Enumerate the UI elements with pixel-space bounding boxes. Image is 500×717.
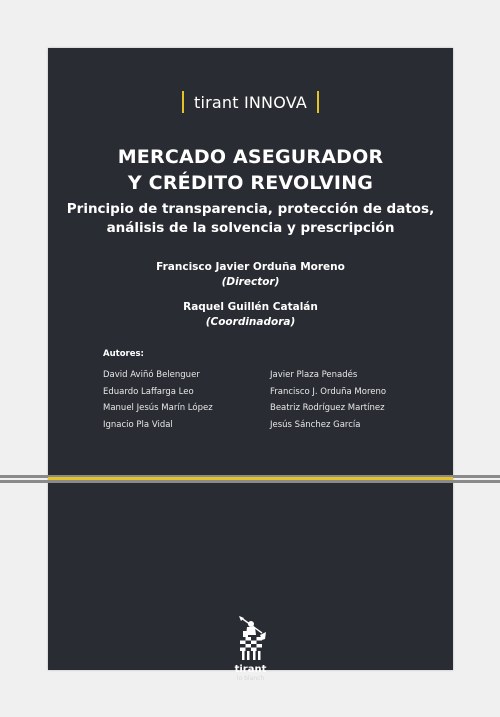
knight-on-horse-icon [234, 615, 268, 663]
book-subtitle-line-2: análisis de la solvencia y prescripción [106, 220, 395, 236]
author-name: Francisco J. Orduña Moreno [270, 386, 387, 397]
collection-bar-right [317, 91, 319, 113]
publisher-name: tirant [234, 664, 267, 675]
coordinator-block [48, 300, 453, 330]
book-title-line-2: Y CRÉDITO REVOLVING [127, 172, 374, 194]
authors-list-right [270, 367, 386, 433]
collection-bar-left [182, 91, 184, 113]
publisher-logo [48, 615, 453, 682]
author-name: Jesús Sánchez García [270, 419, 361, 430]
book-title [48, 144, 453, 196]
director-name: Francisco Javier Orduña Moreno [156, 261, 345, 273]
authors-list-left [103, 367, 213, 433]
book-title-line-1: MERCADO ASEGURADOR [117, 146, 384, 168]
author-name: Javier Plaza Penadés [270, 370, 358, 380]
director-role: (Director) [221, 276, 280, 288]
stripe-gray-bottom [0, 480, 500, 483]
coordinator-name: Raquel Guillén Catalán [183, 301, 318, 313]
collection-name: tirant INNOVA [193, 92, 308, 112]
coordinator-role: (Coordinadora) [205, 316, 296, 328]
book-subtitle [48, 200, 453, 238]
director-block [48, 260, 453, 290]
book-subtitle-line-1: Principio de transparencia, protección de datos, [66, 201, 435, 217]
author-name: Eduardo Laffarga Leo [103, 386, 194, 397]
author-name: Ignacio Pla Vidal [103, 419, 173, 430]
book-cover [48, 48, 453, 682]
publisher-name-sub: lo blanch [236, 675, 265, 682]
authors-label: Autores: [103, 349, 144, 359]
author-name: David Aviñó Belenguer [103, 370, 200, 380]
author-name: Manuel Jesús Marín López [103, 403, 213, 414]
collection-header [48, 90, 453, 114]
author-name: Beatriz Rodríguez Martínez [270, 403, 385, 414]
